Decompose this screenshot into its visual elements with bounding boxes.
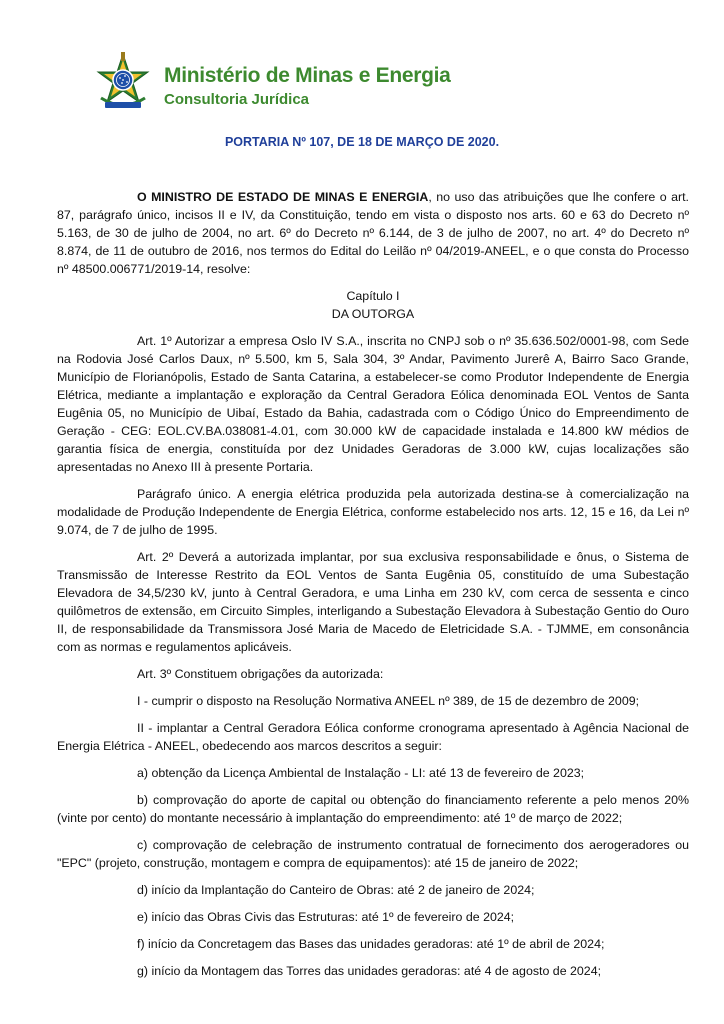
preamble-paragraph: [57, 188, 689, 278]
chapter-label: Capítulo I: [346, 289, 400, 303]
alinea-e: e) início das Obras Civis das Estruturas: até 1º de fevereiro de 2024;: [137, 910, 515, 924]
inciso-2: II - implantar a Central Geradora Eólica conforme cronograma apresentado à Agência Nacional de Energia Elétrica - ANEEL, obedecendo aos marcos descritos a seguir:: [57, 721, 689, 753]
alinea-d: d) início da Implantação do Canteiro de Obras: até 2 de janeiro de 2024;: [137, 883, 535, 897]
ministry-name: Ministério de Minas e Energia: [164, 64, 451, 87]
alinea-f: f) início da Concretagem das Bases das unidades geradoras: até 1º de abril de 2024;: [137, 937, 605, 951]
consultoria-name: Consultoria Jurídica: [164, 91, 310, 108]
alinea-c: c) comprovação de celebração de instrumento contratual de fornecimento dos aerogeradores ou "EPC" (projeto, construção, montagem e compra de equipamentos): até 15 de janeiro de 2022;: [57, 838, 689, 870]
document-title: PORTARIA Nº 107, DE 18 DE MARÇO DE 2020.: [224, 135, 500, 149]
alinea-b: b) comprovação do aporte de capital ou obtenção do financiamento referente a pelo menos 20% (vinte por cento) do montante necessário à implantação do empreendimento: até 1º de março de 2022;: [57, 793, 689, 825]
preamble-text: , no uso das atribuições que lhe confere o art. 87, parágrafo único, incisos II e IV, da Constituição, tendo em vista o disposto nos arts. 60 e 63 do Decreto nº 5.163, de 30 de julho de 2004, no art. 6º do Decreto nº 6.144, de 3 de julho de 2007, no art. 4º do Decreto nº 8.874, de 11 de outubro de 2016, nos termos do Edital do Leilão nº 04/2019-ANEEL, e o que consta do Processo nº 48500.006771/2019-14, resolve:: [57, 190, 689, 276]
chapter-name: DA OUTORGA: [331, 307, 415, 321]
letterhead: [93, 52, 653, 114]
paragrafo-unico: Parágrafo único. A energia elétrica produzida pela autorizada destina-se à comercialização na modalidade de Produção Independente de Energia Elétrica, conforme estabelecido nos arts. 12, 15 e 16, da Lei nº 9.074, de 7 de julho de 1995.: [57, 487, 689, 537]
preamble-bold: O MINISTRO DE ESTADO DE MINAS E ENERGIA: [137, 190, 429, 204]
alinea-g: g) início da Montagem das Torres das unidades geradoras: até 4 de agosto de 2024;: [137, 964, 602, 978]
document-body: [57, 188, 689, 989]
article-1: Art. 1º Autorizar a empresa Oslo IV S.A., inscrita no CNPJ sob o nº 35.636.502/0001-98, com Sede na Rodovia José Carlos Daux, nº 5.500, km 5, Sala 304, 3º Andar, Pavimento Jurerê A, Bairro Saco Grande, Município de Florianópolis, Estado de Santa Catarina, a estabelecer-se como Produtor Independente de Energia Elétrica, mediante a implantação e exploração da Central Geradora Eólica denominada EOL Ventos de Santa Eugênia 05, no Município de Uibaí, Estado da Bahia, cadastrada com o Código Único do Empreendimento de Geração - CEG: EOL.CV.BA.038081-4.01, com 30.000 kW de capacidade instalada e 14.800 kW médios de garantia física de energia, constituída por dez Unidades Geradoras de 3.000 kW, cujas localizações são apresentadas no Anexo III à presente Portaria.: [57, 334, 689, 474]
article-3: Art. 3º Constituem obrigações da autorizada:: [137, 667, 384, 681]
inciso-1: I - cumprir o disposto na Resolução Normativa ANEEL nº 389, de 15 de dezembro de 2009;: [137, 694, 640, 708]
article-2: Art. 2º Deverá a autorizada implantar, por sua exclusiva responsabilidade e ônus, o Sistema de Transmissão de Interesse Restrito da EOL Ventos de Santa Eugênia 05, constituído de uma Subestação Elevadora de 34,5/230 kV, junto à Central Geradora, e uma Linha em 230 kV, com cerca de sessenta e cinco quilômetros de extensão, em Circuito Simples, interligando a Subestação Elevadora à Subestação Gentio do Ouro II, de responsabilidade da Transmissora José Maria de Macedo de Eletricidade S.A. - TJMME, em consonância com as normas e regulamentos aplicáveis.: [57, 550, 689, 654]
alinea-a: a) obtenção da Licença Ambiental de Instalação - LI: até 13 de fevereiro de 2023;: [137, 766, 585, 780]
coat-of-arms-icon: [93, 52, 153, 114]
